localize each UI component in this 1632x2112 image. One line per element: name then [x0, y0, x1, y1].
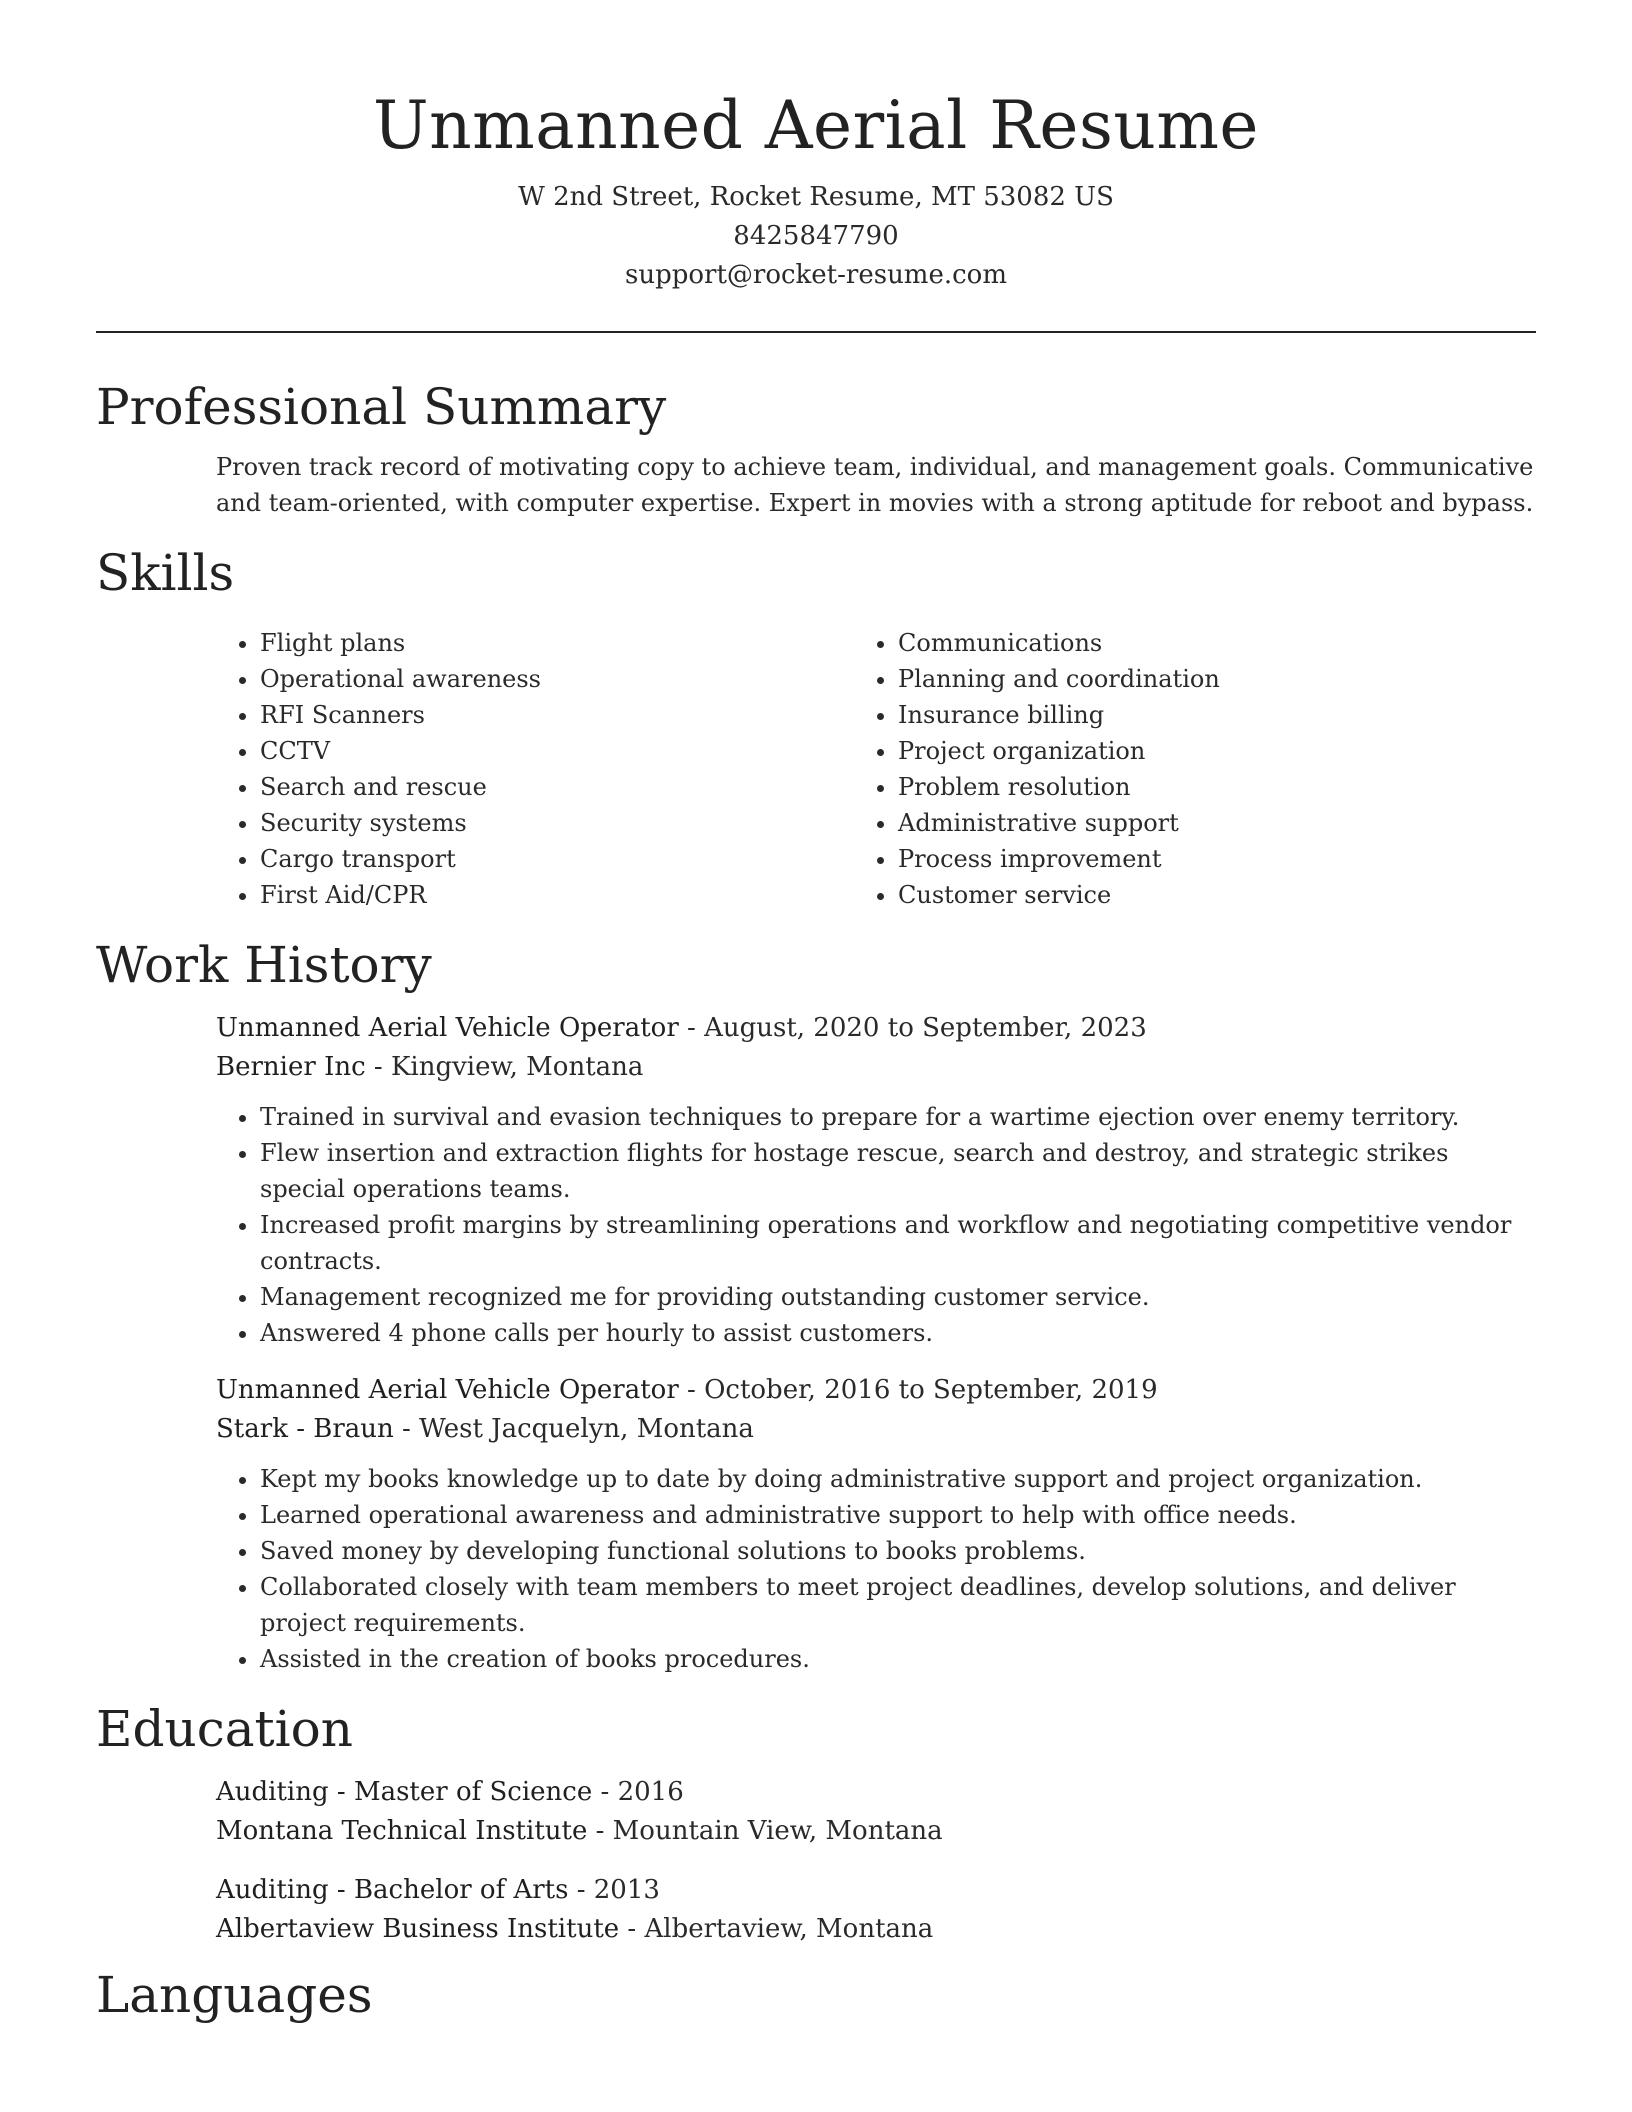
education-degree: Auditing - Bachelor of Arts — [216, 1875, 569, 1905]
contact-block — [96, 178, 1536, 295]
job-bullets — [96, 1099, 1536, 1351]
education-year: - 2016 — [592, 1777, 684, 1807]
skill-item: • Security systems — [260, 805, 898, 841]
skill-item: • Problem resolution — [898, 769, 1536, 805]
education-degree-line — [96, 1773, 1536, 1812]
education-location: - Albertaview, Montana — [619, 1914, 934, 1944]
job-dates: - October, 2016 to September, 2019 — [678, 1375, 1158, 1405]
job-company: Bernier Inc — [216, 1052, 366, 1082]
section-title-education: Education — [96, 1700, 353, 1758]
skill-item: • Insurance billing — [898, 697, 1536, 733]
education-school: Montana Technical Institute — [216, 1816, 588, 1846]
contact-phone: 8425847790 — [733, 221, 899, 251]
contact-address: W 2nd Street, Rocket Resume, MT 53082 US — [518, 182, 1114, 212]
resume-header — [96, 0, 1536, 295]
job-role: Unmanned Aerial Vehicle Operator — [216, 1375, 679, 1405]
education-school-line — [96, 1910, 1536, 1949]
job-bullet: • Flew insertion and extraction flights for hostage rescue, search and destroy, and strategic strikes special operations teams. — [260, 1135, 1536, 1207]
resume-name: Unmanned Aerial Resume — [373, 87, 1259, 164]
education-degree: Auditing - Master of Science — [216, 1777, 593, 1807]
section-title-skills: Skills — [96, 544, 235, 602]
resume-page — [96, 0, 1536, 2027]
job-location: - Kingview, Montana — [365, 1052, 644, 1082]
section-title-languages: Languages — [96, 1966, 373, 2024]
skill-item: • CCTV — [260, 733, 898, 769]
job-role: Unmanned Aerial Vehicle Operator — [216, 1013, 679, 1043]
job-bullet: • Saved money by developing functional solutions to books problems. — [260, 1533, 1536, 1569]
skills-column-right — [898, 625, 1536, 913]
header-divider — [96, 331, 1536, 333]
education-year: - 2013 — [568, 1875, 660, 1905]
job-dates: - August, 2020 to September, 2023 — [678, 1013, 1147, 1043]
job-company-line — [96, 1048, 1536, 1087]
job-bullet: • Assisted in the creation of books procedures. — [260, 1641, 1536, 1677]
skill-item: • Process improvement — [898, 841, 1536, 877]
education-school-line — [96, 1812, 1536, 1851]
job-company-line — [96, 1410, 1536, 1449]
job-company: Stark - Braun — [216, 1414, 394, 1444]
skill-item: • Search and rescue — [260, 769, 898, 805]
job-bullet: • Trained in survival and evasion techniques to prepare for a wartime ejection over enemy territory. — [260, 1099, 1536, 1135]
contact-email: support@rocket-resume.com — [624, 260, 1007, 290]
skill-item: • Administrative support — [898, 805, 1536, 841]
job-bullet: • Learned operational awareness and administrative support to help with office needs. — [260, 1497, 1536, 1533]
skill-item: • Flight plans — [260, 625, 898, 661]
education-school: Albertaview Business Institute — [216, 1914, 620, 1944]
section-title-summary: Professional Summary — [96, 378, 667, 436]
job-title-line — [96, 1371, 1536, 1410]
skill-item: • First Aid/CPR — [260, 877, 898, 913]
skill-item: • Communications — [898, 625, 1536, 661]
job-bullet: • Collaborated closely with team members to meet project deadlines, develop solutions, and deliver project requirements. — [260, 1569, 1536, 1641]
job-bullets — [96, 1461, 1536, 1677]
skill-item: • Customer service — [898, 877, 1536, 913]
education-degree-line — [96, 1871, 1536, 1910]
skill-item: • Planning and coordination — [898, 661, 1536, 697]
skill-item: • Project organization — [898, 733, 1536, 769]
job-entry — [96, 1009, 1536, 1351]
job-bullet: • Answered 4 phone calls per hourly to assist customers. — [260, 1315, 1536, 1351]
skill-item: • Cargo transport — [260, 841, 898, 877]
job-bullet: • Kept my books knowledge up to date by doing administrative support and project organization. — [260, 1461, 1536, 1497]
job-entry — [96, 1371, 1536, 1677]
job-title-line — [96, 1009, 1536, 1048]
job-bullet: • Management recognized me for providing outstanding customer service. — [260, 1279, 1536, 1315]
skill-item: • RFI Scanners — [260, 697, 898, 733]
education-entry — [96, 1871, 1536, 1949]
section-title-work-history: Work History — [96, 936, 432, 994]
education-location: - Mountain View, Montana — [587, 1816, 943, 1846]
job-location: - West Jacquelyn, Montana — [393, 1414, 754, 1444]
skills-column-left — [260, 625, 898, 913]
skills-list — [96, 625, 1536, 913]
skill-item: • Operational awareness — [260, 661, 898, 697]
summary-text: Proven track record of motivating copy to achieve team, individual, and management goals. Communicative and team-oriented, with computer expertise. Expert in movies with a strong aptitude for reboot and bypass. — [216, 453, 1534, 517]
job-bullet: • Increased profit margins by streamlining operations and workflow and negotiating competitive vendor contracts. — [260, 1207, 1536, 1279]
education-entry — [96, 1773, 1536, 1851]
